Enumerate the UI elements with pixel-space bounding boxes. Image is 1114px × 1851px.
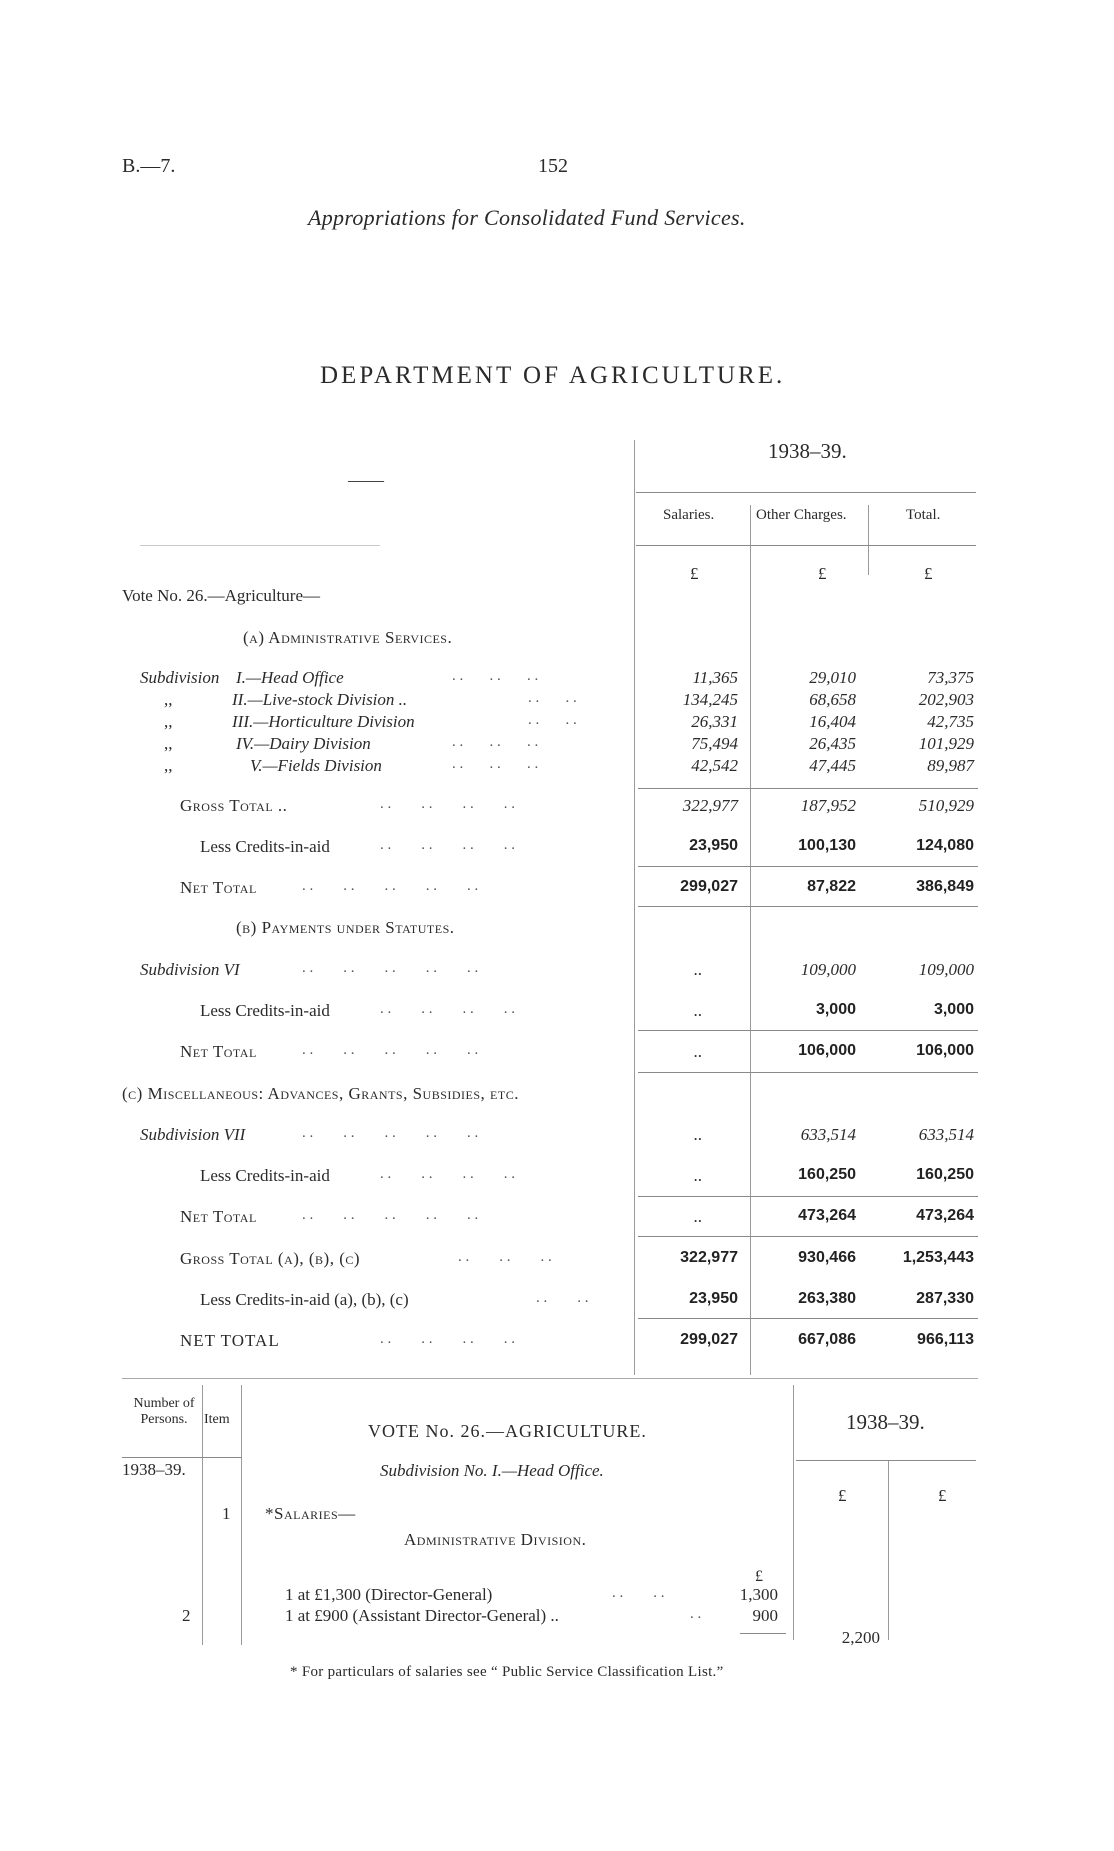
row-label: Gross Total ..: [180, 796, 288, 815]
row-label: Net Total: [180, 1042, 257, 1061]
section-a-heading: (a) Administrative Services.: [243, 628, 453, 647]
vote-heading: Vote No. 26.—Agriculture—: [122, 586, 320, 605]
total-value: 89,987: [927, 756, 974, 775]
unit-total: £: [924, 564, 933, 583]
division-heading: Administrative Division.: [404, 1530, 587, 1549]
total-value: 124,080: [916, 837, 974, 854]
persons-count: 2: [182, 1606, 191, 1625]
row-label: Less Credits-in-aid: [200, 1001, 330, 1020]
col-item: Item: [204, 1412, 230, 1427]
salary-description: 1 at £1,300 (Director-General): [285, 1585, 493, 1604]
other-value: 667,086: [798, 1331, 856, 1348]
row-label: Less Credits-in-aid: [200, 837, 330, 856]
other-value: 16,404: [809, 712, 856, 731]
unit-salaries: £: [690, 564, 699, 583]
total-value: 966,113: [917, 1331, 974, 1348]
row-label: Net Total: [180, 1207, 257, 1226]
col-number-of-persons: Number of Persons.: [133, 1396, 195, 1427]
salaries-value: 134,245: [682, 690, 738, 709]
total-value: 73,375: [927, 668, 974, 687]
row-label: II.—Live-stock Division ..: [232, 690, 408, 709]
other-value: 100,130: [798, 837, 856, 854]
salaries-value: 299,027: [680, 1331, 738, 1348]
salary-amount: 1,300: [739, 1585, 778, 1604]
other-value: 26,435: [809, 734, 856, 753]
footnote: * For particulars of salaries see “ Public Service Classification List.”: [290, 1664, 724, 1680]
total-value: 1,253,443: [902, 1249, 974, 1266]
total-value: 386,849: [916, 878, 974, 895]
total-value: 109,000: [918, 960, 974, 979]
row-prefix: ,,: [164, 690, 173, 709]
unit-amount: £: [755, 1568, 763, 1585]
row-label: III.—Horticulture Division: [232, 712, 415, 731]
unit-left: £: [838, 1486, 847, 1505]
total-value: 287,330: [916, 1290, 974, 1307]
salaries-value: 75,494: [691, 734, 738, 753]
section-b-heading: (b) Payments under Statutes.: [236, 918, 455, 937]
salaries-heading: *Salaries—: [265, 1504, 356, 1523]
item-number: 1: [222, 1504, 231, 1523]
total-value: 3,000: [933, 1001, 974, 1018]
total-value: 101,929: [918, 734, 974, 753]
year-left: 1938–39.: [122, 1460, 186, 1479]
row-label: I.—Head Office: [236, 668, 344, 687]
other-value: 106,000: [798, 1042, 856, 1059]
other-value: 3,000: [815, 1001, 856, 1018]
total-value: 160,250: [916, 1166, 974, 1183]
other-value: 68,658: [809, 690, 856, 709]
header-dash: ——: [348, 470, 384, 490]
row-label: Less Credits-in-aid (a), (b), (c): [200, 1290, 409, 1309]
other-value: 160,250: [798, 1166, 856, 1183]
col-salaries-header: Salaries.: [663, 507, 715, 523]
subdivision-heading: Subdivision No. I.—Head Office.: [380, 1461, 604, 1480]
salaries-value: ..: [693, 1166, 702, 1185]
row-prefix: ,,: [164, 756, 173, 775]
row-label: IV.—Dairy Division: [236, 734, 371, 753]
row-label: NET TOTAL: [180, 1331, 280, 1350]
salaries-value: 322,977: [680, 1249, 738, 1266]
col-other-charges-header: Other Charges.: [756, 507, 847, 523]
unit-other: £: [818, 564, 827, 583]
section-c-heading: (c) Miscellaneous: Advances, Grants, Subsidies, etc.: [122, 1084, 519, 1103]
other-value: 47,445: [809, 756, 856, 775]
salaries-value: 23,950: [689, 1290, 738, 1307]
col-total-header: Total.: [906, 507, 941, 523]
other-value: 930,466: [798, 1249, 856, 1266]
total-value: 473,264: [916, 1207, 974, 1224]
total-value: 633,514: [918, 1125, 974, 1144]
salaries-value: 23,950: [689, 837, 738, 854]
salary-description: 1 at £900 (Assistant Director-General) ..: [285, 1606, 559, 1625]
salaries-value: ..: [693, 1207, 702, 1226]
salaries-value: ..: [693, 1042, 702, 1061]
salary-amount: 900: [752, 1606, 778, 1625]
row-label: V.—Fields Division: [250, 756, 382, 775]
salaries-total: 2,200: [841, 1628, 880, 1647]
salaries-value: ..: [693, 1001, 702, 1020]
row-prefix: Subdivision: [140, 668, 220, 687]
salaries-value: ..: [693, 960, 702, 979]
salaries-value: 26,331: [691, 712, 738, 731]
year-heading: 1938–39.: [768, 439, 847, 463]
row-label: Subdivision VII: [140, 1125, 246, 1144]
page-number: 152: [538, 155, 568, 177]
row-prefix: ,,: [164, 712, 173, 731]
row-label: Subdivision VI: [140, 960, 240, 979]
department-heading: DEPARTMENT OF AGRICULTURE.: [320, 362, 786, 389]
total-value: 510,929: [918, 796, 974, 815]
vote-title: VOTE No. 26.—AGRICULTURE.: [368, 1421, 647, 1441]
row-label: Less Credits-in-aid: [200, 1166, 330, 1185]
year-right: 1938–39.: [846, 1410, 925, 1434]
total-value: 106,000: [916, 1042, 974, 1059]
salaries-value: 322,977: [682, 796, 738, 815]
page-ref: B.—7.: [122, 155, 176, 177]
row-prefix: ,,: [164, 734, 173, 753]
salaries-value: 11,365: [692, 668, 738, 687]
total-value: 202,903: [918, 690, 974, 709]
salaries-value: 42,542: [691, 756, 738, 775]
other-value: 473,264: [798, 1207, 856, 1224]
unit-right: £: [938, 1486, 947, 1505]
row-label: Gross Total (a), (b), (c): [180, 1249, 361, 1268]
salaries-value: ..: [693, 1125, 702, 1144]
other-value: 633,514: [800, 1125, 856, 1144]
other-value: 109,000: [800, 960, 856, 979]
other-value: 263,380: [798, 1290, 856, 1307]
other-value: 29,010: [809, 668, 856, 687]
other-value: 187,952: [800, 796, 856, 815]
page-title: Appropriations for Consolidated Fund Services.: [308, 205, 746, 230]
total-value: 42,735: [927, 712, 974, 731]
other-value: 87,822: [807, 878, 856, 895]
row-label: Net Total: [180, 878, 257, 897]
salaries-value: 299,027: [680, 878, 738, 895]
